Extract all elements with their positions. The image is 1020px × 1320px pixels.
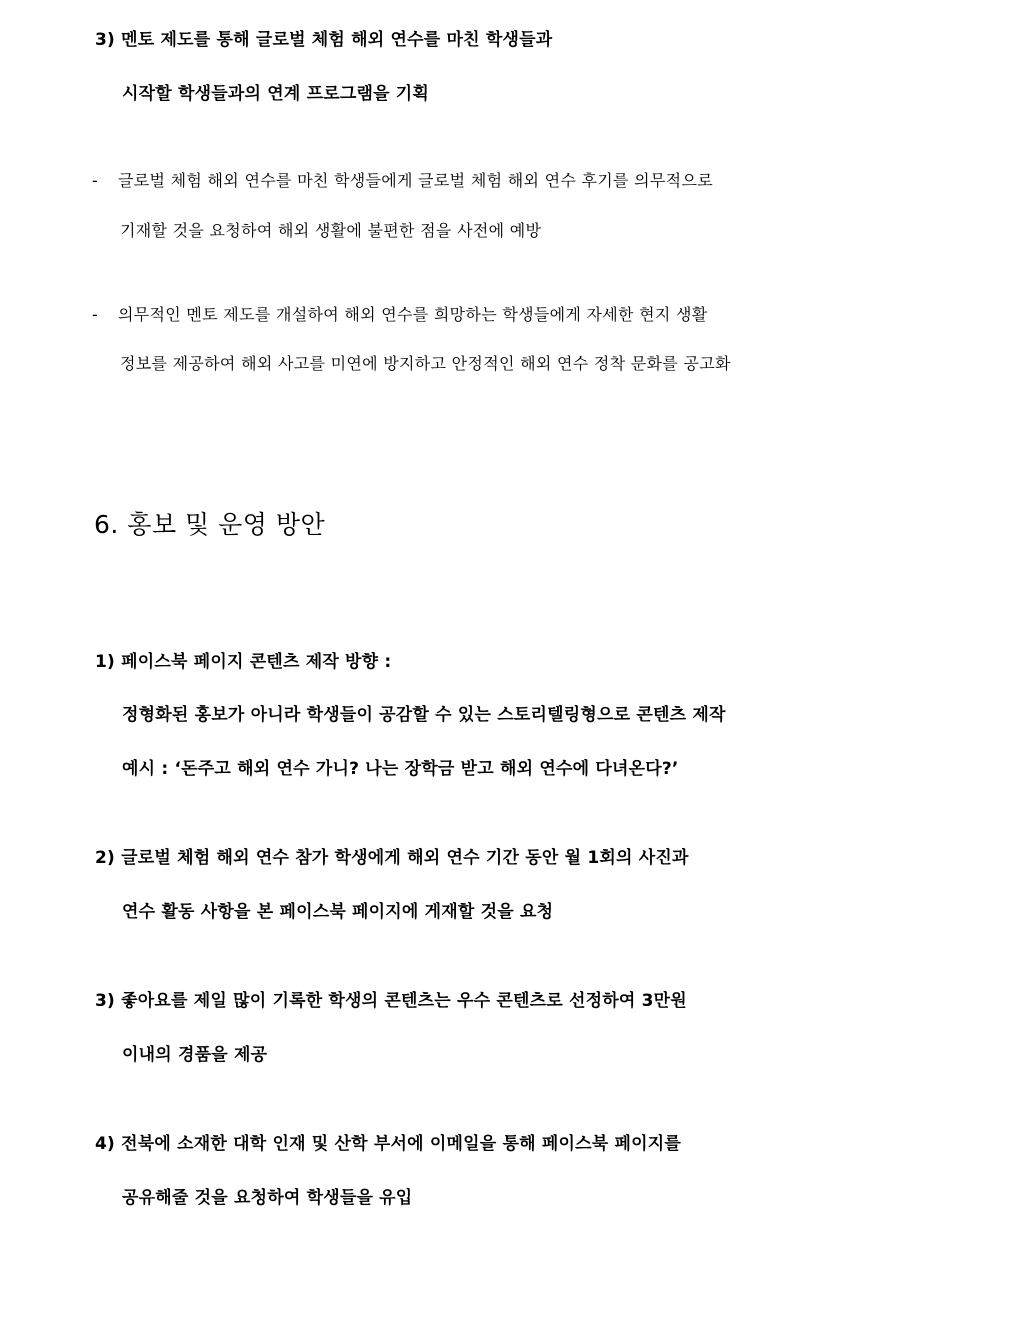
section-6-title: 6. 홍보 및 운영 방안 [94,510,326,539]
bullet-1-text: 글로벌 체험 해외 연수를 마친 학생들에게 글로벌 체험 해외 연수 후기를 의무적으로 [118,171,713,190]
item-3-mentor-line-1: 3) 멘토 제도를 통해 글로벌 체험 해외 연수를 마친 학생들과 [95,30,553,50]
bullet-2-line-1 [92,307,708,323]
item-1-line-1: 1) 페이스북 페이지 콘텐츠 제작 방향 : [95,652,392,672]
bullet-dash: - [92,171,99,190]
item-3-line-1: 3) 좋아요를 제일 많이 기록한 학생의 콘텐츠는 우수 콘텐츠로 선정하여 3만원 [95,991,687,1011]
item-3-line-2: 이내의 경품을 제공 [122,1045,268,1065]
item-4-line-1: 4) 전북에 소재한 대학 인재 및 산학 부서에 이메일을 통해 페이스북 페이지를 [95,1134,681,1154]
bullet-2-line-2: 정보를 제공하여 해외 사고를 미연에 방지하고 안정적인 해외 연수 정착 문화를 공고화 [120,354,731,373]
item-3-mentor-line-2: 시작할 학생들과의 연계 프로그램을 기획 [122,84,430,104]
item-2-line-2: 연수 활동 사항을 본 페이스북 페이지에 게재할 것을 요청 [122,902,554,922]
item-4-line-2: 공유해줄 것을 요청하여 학생들을 유입 [122,1188,413,1208]
item-2-line-1: 2) 글로벌 체험 해외 연수 참가 학생에게 해외 연수 기간 동안 월 1회의 사진과 [95,848,689,868]
bullet-dash: - [92,305,99,324]
item-1-line-2: 정형화된 홍보가 아니라 학생들이 공감할 수 있는 스토리텔링형으로 콘텐츠 제작 [122,705,726,725]
bullet-1-line-1 [92,173,713,189]
item-1-line-3: 예시 : ‘돈주고 해외 연수 가니? 나는 장학금 받고 해외 연수에 다녀온다?’ [122,759,679,779]
bullet-1-line-2: 기재할 것을 요청하여 해외 생활에 불편한 점을 사전에 예방 [120,221,542,240]
bullet-2-text: 의무적인 멘토 제도를 개설하여 해외 연수를 희망하는 학생들에게 자세한 현지 생활 [118,305,708,324]
